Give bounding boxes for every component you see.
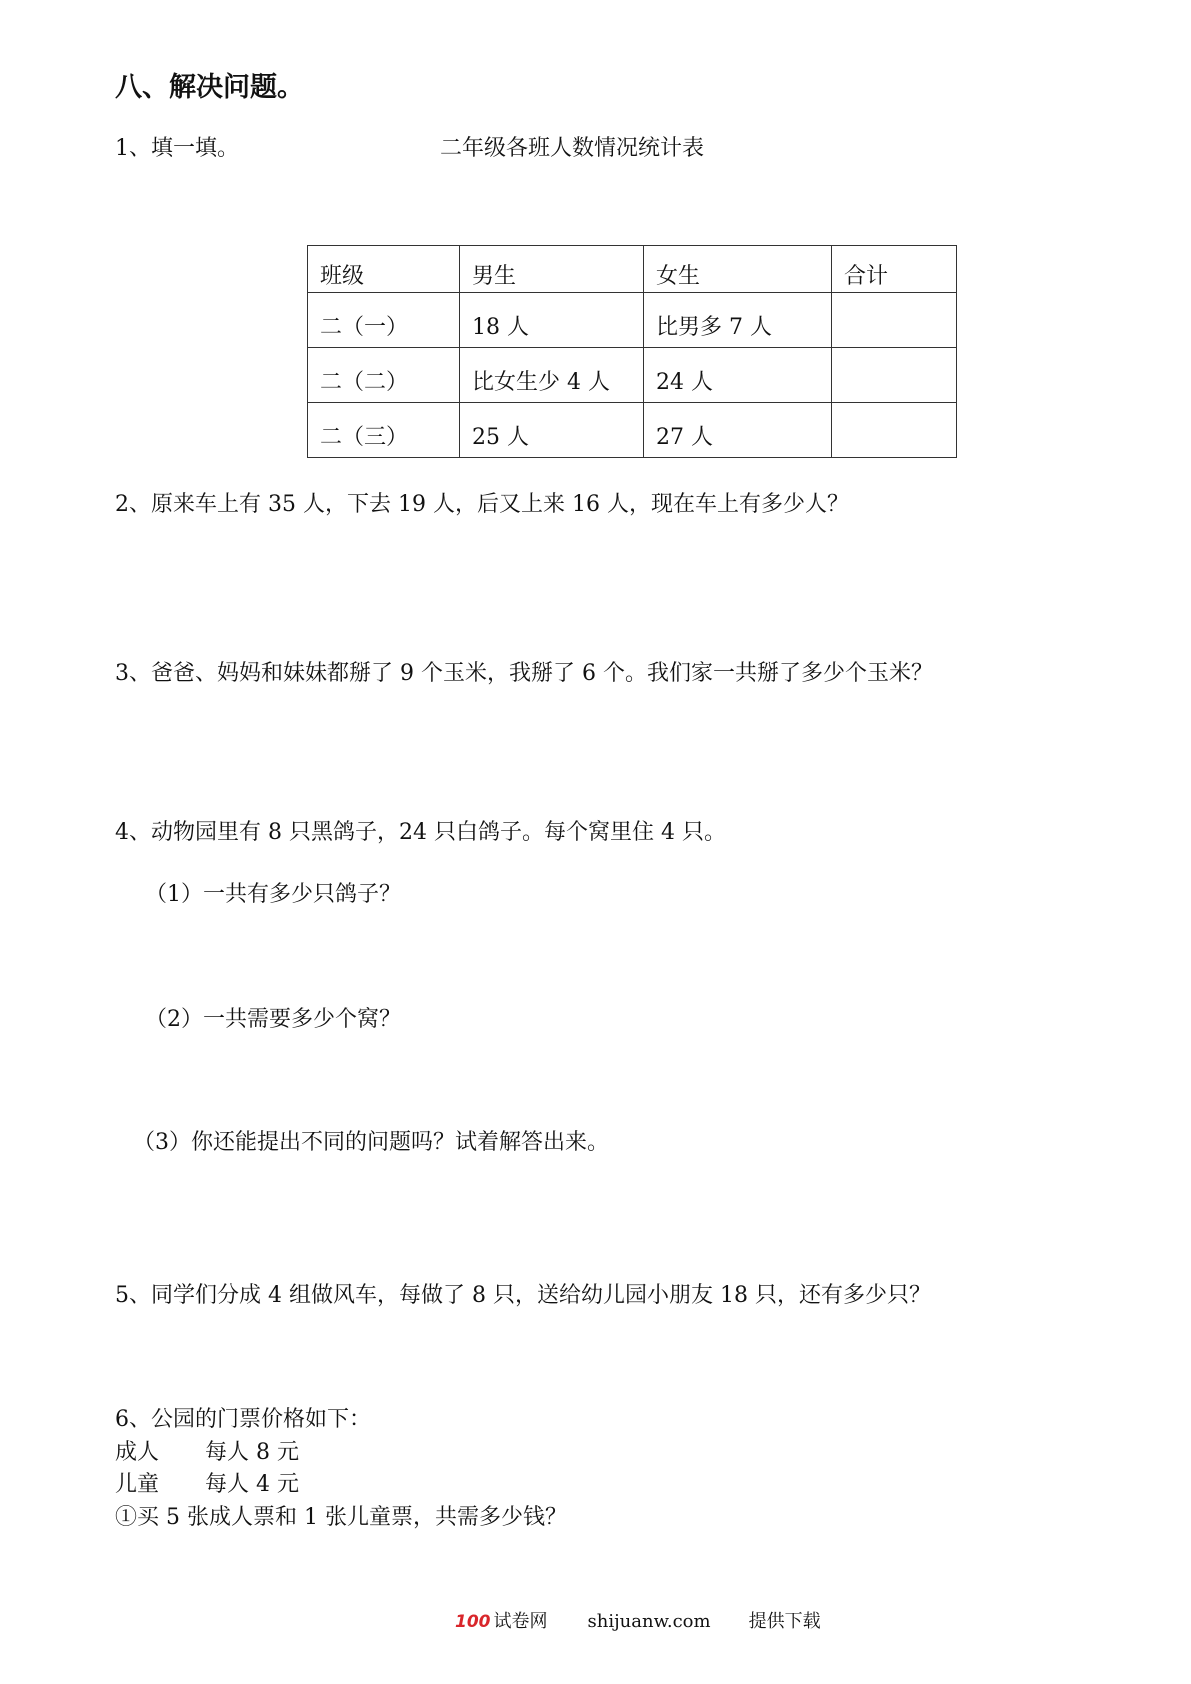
question-2: 2、原来车上有 35 人，下去 19 人，后又上来 16 人，现在车上有多少人？ — [115, 492, 849, 517]
table-header-row — [308, 246, 957, 293]
question-4-sub-3: （3）你还能提出不同的问题吗？试着解答出来。 — [133, 1130, 609, 1155]
footer — [455, 1607, 821, 1633]
header-girls: 女生 — [644, 246, 832, 293]
cell-class: 二（一） — [308, 293, 460, 348]
cell-total[interactable] — [832, 293, 957, 348]
question-5: 5、同学们分成 4 组做风车，每做了 8 只，送给幼儿园小朋友 18 只，还有多少只？ — [115, 1283, 931, 1308]
section-title: 八、解决问题。 — [115, 72, 304, 103]
cell-class: 二（二） — [308, 348, 460, 403]
table-row — [308, 293, 957, 348]
site-logo-icon: 100 — [455, 1612, 491, 1632]
cell-boys: 25 人 — [460, 403, 644, 458]
price-adult-value: 每人 8 元 — [205, 1440, 299, 1465]
question-4-stem: 4、动物园里有 8 只黑鸽子，24 只白鸽子。每个窝里住 4 只。 — [115, 820, 726, 845]
header-class: 班级 — [308, 246, 460, 293]
question-4-sub-2: （2）一共需要多少个窝？ — [145, 1007, 401, 1032]
cell-girls: 24 人 — [644, 348, 832, 403]
header-total: 合计 — [832, 246, 957, 293]
question-6-stem: 6、公园的门票价格如下： — [115, 1407, 371, 1432]
cell-class: 二（三） — [308, 403, 460, 458]
table-row — [308, 403, 957, 458]
price-adult-label: 成人 — [115, 1440, 160, 1465]
cell-total[interactable] — [832, 348, 957, 403]
question-1-label: 1、填一填。 — [115, 136, 239, 161]
footer-note: 提供下载 — [748, 1611, 821, 1632]
class-stats-table — [307, 245, 957, 458]
cell-girls: 比男多 7 人 — [644, 293, 832, 348]
question-4-sub-1: （1）一共有多少只鸽子？ — [145, 882, 401, 907]
cell-boys: 18 人 — [460, 293, 644, 348]
table-row — [308, 348, 957, 403]
price-child-label: 儿童 — [115, 1472, 160, 1497]
header-boys: 男生 — [460, 246, 644, 293]
question-6-sub-1: ①买 5 张成人票和 1 张儿童票，共需多少钱？ — [115, 1505, 567, 1530]
question-3: 3、爸爸、妈妈和妹妹都掰了 9 个玉米，我掰了 6 个。我们家一共掰了多少个玉米？ — [115, 661, 933, 686]
cell-boys: 比女生少 4 人 — [460, 348, 644, 403]
cell-girls: 27 人 — [644, 403, 832, 458]
cell-total[interactable] — [832, 403, 957, 458]
price-child-value: 每人 4 元 — [205, 1472, 299, 1497]
table-title: 二年级各班人数情况统计表 — [440, 136, 705, 161]
footer-domain-link[interactable]: shijuanw.com — [587, 1611, 711, 1632]
footer-site-name: 试卷网 — [493, 1611, 548, 1632]
